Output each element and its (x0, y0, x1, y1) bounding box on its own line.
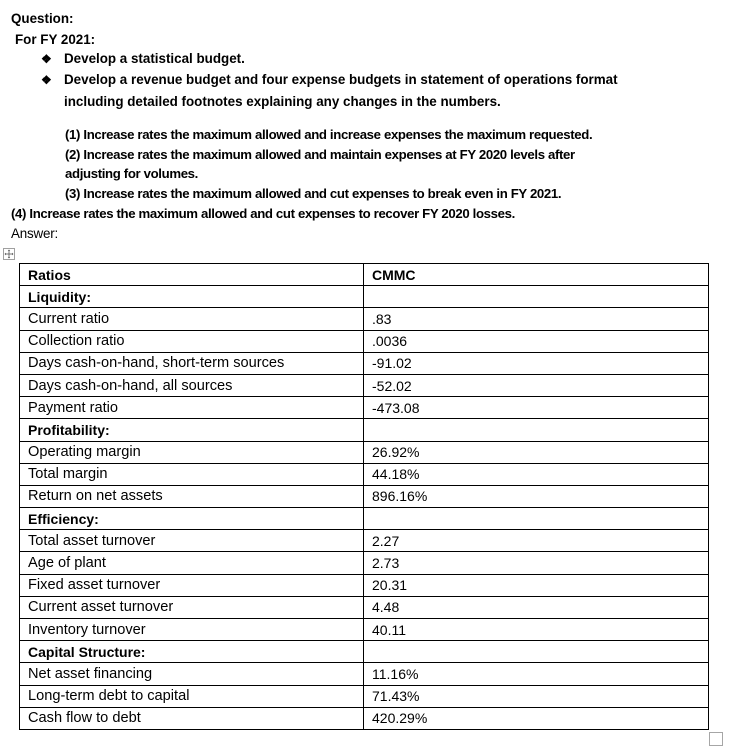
scenario-3: (3) Increase rates the maximum allowed and cut expenses to break even in FY 2021. (65, 186, 562, 201)
row-label-operating-margin[interactable]: Operating margin (20, 441, 364, 463)
scenario-1: (1) Increase rates the maximum allowed and increase expenses the maximum requested. (65, 127, 593, 142)
table-row-section (20, 286, 709, 308)
row-label-current-ratio[interactable]: Current ratio (20, 308, 364, 330)
table-row (20, 463, 709, 485)
table-cell-value[interactable] (364, 508, 709, 530)
table-cell-value[interactable] (364, 286, 709, 308)
row-label-days-cash-all[interactable]: Days cash-on-hand, all sources (20, 374, 364, 396)
table-move-handle-icon[interactable] (3, 248, 15, 260)
table-row (20, 663, 709, 685)
table-row-section (20, 508, 709, 530)
row-value-net-asset-financing[interactable]: 11.16% (364, 663, 709, 685)
row-label-days-cash-short-term[interactable]: Days cash-on-hand, short-term sources (20, 352, 364, 374)
row-value-cash-flow-to-debt[interactable]: 420.29% (364, 707, 709, 729)
row-value-age-of-plant[interactable]: 2.73 (364, 552, 709, 574)
table-cell-value[interactable] (364, 641, 709, 663)
table-row (20, 685, 709, 707)
question-label: Question: (11, 11, 74, 26)
table-row (20, 374, 709, 396)
row-value-total-margin[interactable]: 44.18% (364, 463, 709, 485)
text-cursor (708, 285, 709, 305)
header-ratios[interactable]: Ratios (20, 264, 364, 286)
table-row (20, 552, 709, 574)
ratios-table (19, 263, 709, 730)
table-row (20, 596, 709, 618)
bullet-revenue-budget-line2: including detailed footnotes explaining any changes in the numbers. (64, 94, 501, 109)
scenario-2-line1: (2) Increase rates the maximum allowed and maintain expenses at FY 2020 levels after (65, 147, 575, 162)
row-label-long-term-debt-to-capital[interactable]: Long-term debt to capital (20, 685, 364, 707)
table-row (20, 707, 709, 729)
row-value-days-cash-short-term[interactable]: -91.02 (364, 352, 709, 374)
row-value-days-cash-all[interactable]: -52.02 (364, 374, 709, 396)
scenario-2-line2: adjusting for volumes. (65, 166, 198, 181)
row-value-total-asset-turnover[interactable]: 2.27 (364, 530, 709, 552)
four-diamond-bullet-icon: ❖ (41, 52, 52, 66)
table-row (20, 485, 709, 507)
fiscal-year-heading: For FY 2021: (15, 32, 96, 47)
four-diamond-bullet-icon: ❖ (41, 73, 52, 87)
row-value-operating-margin[interactable]: 26.92% (364, 441, 709, 463)
scenario-4: (4) Increase rates the maximum allowed and cut expenses to recover FY 2020 losses. (11, 206, 515, 221)
table-row (20, 574, 709, 596)
row-label-net-asset-financing[interactable]: Net asset financing (20, 663, 364, 685)
table-row (20, 308, 709, 330)
row-label-age-of-plant[interactable]: Age of plant (20, 552, 364, 574)
row-label-return-on-net-assets[interactable]: Return on net assets (20, 485, 364, 507)
row-label-fixed-asset-turnover[interactable]: Fixed asset turnover (20, 574, 364, 596)
bullet-statistical-budget: Develop a statistical budget. (64, 51, 245, 66)
row-label-total-margin[interactable]: Total margin (20, 463, 364, 485)
table-row (20, 619, 709, 641)
table-row-section (20, 419, 709, 441)
table-cell-value[interactable] (364, 419, 709, 441)
table-header-row (20, 264, 709, 286)
row-value-return-on-net-assets[interactable]: 896.16% (364, 485, 709, 507)
table-row (20, 352, 709, 374)
table-row (20, 397, 709, 419)
table-row-section (20, 641, 709, 663)
table-row (20, 330, 709, 352)
section-efficiency[interactable]: Efficiency: (20, 508, 364, 530)
row-value-collection-ratio[interactable]: .0036 (364, 330, 709, 352)
row-value-fixed-asset-turnover[interactable]: 20.31 (364, 574, 709, 596)
row-label-current-asset-turnover[interactable]: Current asset turnover (20, 596, 364, 618)
row-value-current-asset-turnover[interactable]: 4.48 (364, 596, 709, 618)
row-value-current-ratio[interactable]: .83 (364, 308, 709, 330)
row-value-long-term-debt-to-capital[interactable]: 71.43% (364, 685, 709, 707)
section-profitability[interactable]: Profitability: (20, 419, 364, 441)
row-label-total-asset-turnover[interactable]: Total asset turnover (20, 530, 364, 552)
header-cmmc[interactable]: CMMC (364, 264, 709, 286)
row-label-inventory-turnover[interactable]: Inventory turnover (20, 619, 364, 641)
section-capital-structure[interactable]: Capital Structure: (20, 641, 364, 663)
row-value-inventory-turnover[interactable]: 40.11 (364, 619, 709, 641)
row-label-cash-flow-to-debt[interactable]: Cash flow to debt (20, 707, 364, 729)
answer-label: Answer: (11, 226, 58, 241)
section-liquidity[interactable]: Liquidity: (20, 286, 364, 308)
row-value-payment-ratio[interactable]: -473.08 (364, 397, 709, 419)
table-row (20, 530, 709, 552)
table-row (20, 441, 709, 463)
row-label-collection-ratio[interactable]: Collection ratio (20, 330, 364, 352)
table-resize-handle-icon[interactable] (709, 732, 723, 746)
bullet-revenue-budget-line1: Develop a revenue budget and four expense budgets in statement of operations format (64, 72, 618, 87)
row-label-payment-ratio[interactable]: Payment ratio (20, 397, 364, 419)
